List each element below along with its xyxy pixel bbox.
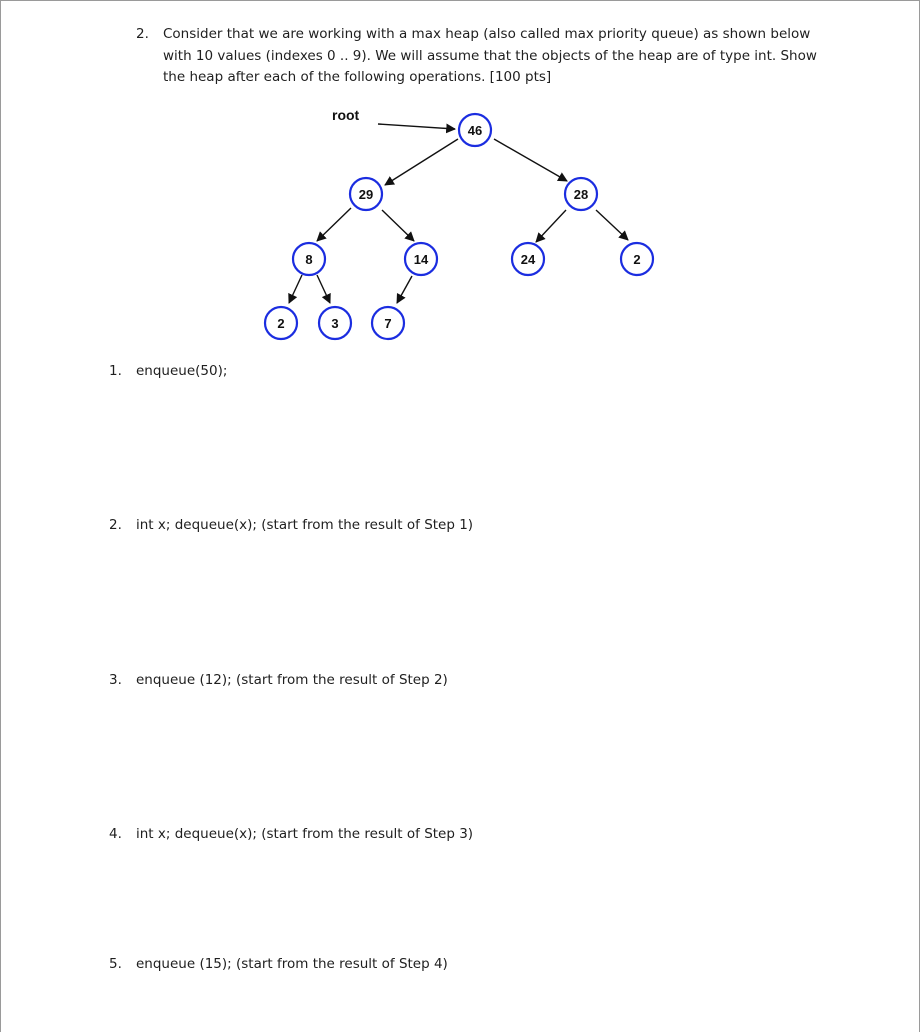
svg-text:2: 2 (633, 252, 641, 267)
heap-node (565, 178, 597, 210)
edge-28-24 (536, 210, 566, 242)
svg-text:28: 28 (573, 187, 589, 202)
svg-text:29: 29 (358, 187, 374, 202)
heap-node (350, 178, 382, 210)
step-text: int x; dequeue(x); (start from the result of Step 1) (136, 517, 474, 533)
heap-node (293, 243, 325, 275)
step-number: 1. (109, 363, 122, 379)
step-4 (109, 824, 473, 844)
step-number: 2. (109, 517, 122, 533)
edge-46-28 (494, 139, 567, 181)
edge-29-14 (382, 210, 414, 241)
edge-29-8 (317, 208, 351, 241)
edge-8-3 (317, 275, 330, 303)
heap-node (319, 307, 351, 339)
svg-text:3: 3 (331, 316, 339, 331)
step-3 (109, 670, 448, 690)
edge-46-29 (385, 139, 458, 185)
heap-node (621, 243, 653, 275)
step-text: enqueue (15); (start from the result of Step 4) (136, 956, 448, 972)
root-label: root (332, 107, 360, 123)
step-number: 3. (109, 672, 122, 688)
svg-text:24: 24 (520, 252, 536, 267)
root-pointer-arrow (378, 124, 455, 129)
edge-28-2 (596, 210, 628, 240)
question-text: Consider that we are working with a max heap (also called max priority queue) as shown below with 10 values (indexes 0 .. 9). We will assume that the objects of the heap are of type int. Show the heap after each of the following operations. [100 pts] (163, 26, 817, 85)
step-2 (109, 515, 473, 535)
step-number: 5. (109, 956, 122, 972)
edge-8-2 (289, 275, 302, 303)
heap-diagram (0, 0, 920, 360)
heap-node (372, 307, 404, 339)
edge-14-7 (397, 276, 412, 303)
heap-node (512, 243, 544, 275)
svg-text:7: 7 (384, 316, 392, 331)
heap-node (265, 307, 297, 339)
svg-text:46: 46 (467, 123, 483, 138)
heap-node (459, 114, 491, 146)
question-number: 2. (136, 26, 149, 42)
step-text: enqueue (12); (start from the result of Step 2) (136, 672, 448, 688)
svg-text:8: 8 (305, 252, 313, 267)
step-number: 4. (109, 826, 122, 842)
step-text: enqueue(50); (136, 363, 228, 379)
step-5 (109, 954, 448, 974)
svg-text:2: 2 (277, 316, 285, 331)
step-1 (109, 361, 227, 381)
svg-text:14: 14 (413, 252, 429, 267)
step-text: int x; dequeue(x); (start from the result of Step 3) (136, 826, 474, 842)
heap-node (405, 243, 437, 275)
